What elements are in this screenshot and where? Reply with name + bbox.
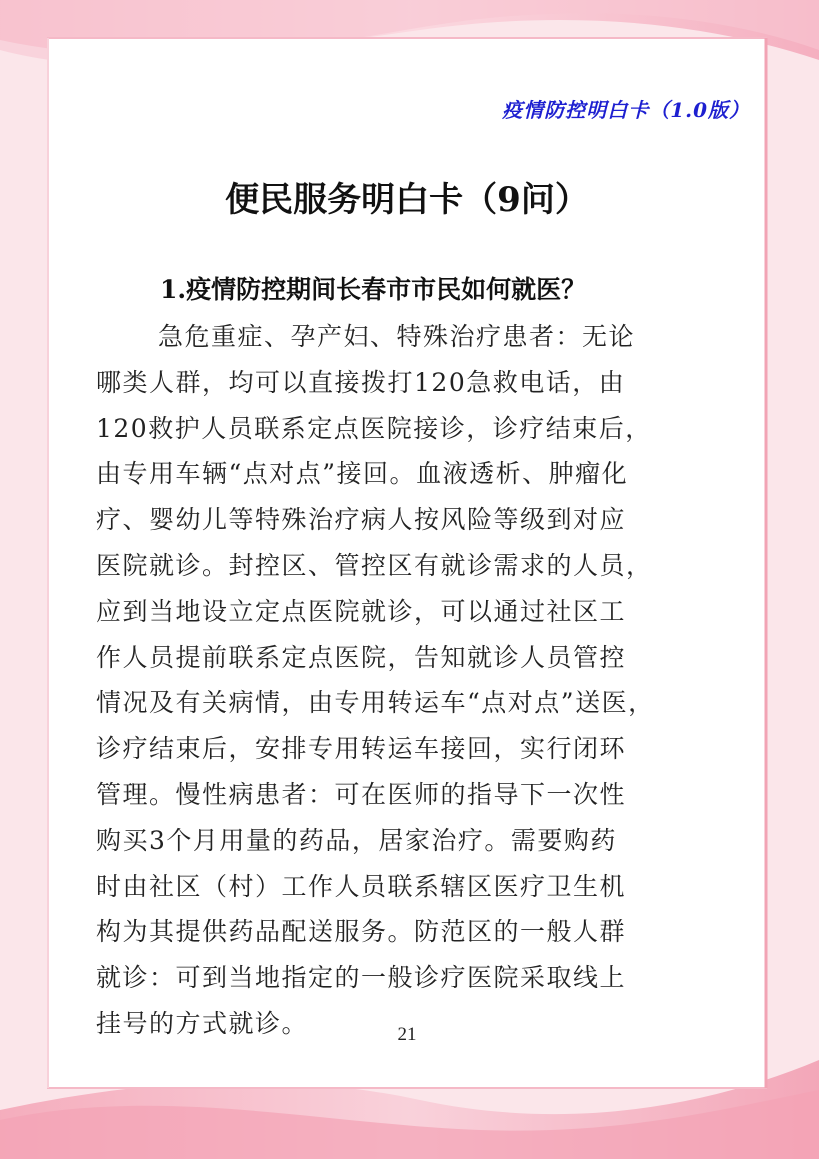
header-tag: 疫情防控明白卡（1.0版）: [502, 98, 750, 122]
body-line: 医院就诊。封控区、管控区有就诊需求的人员，: [96, 550, 653, 580]
body-line: 作人员提前联系定点医院，告知就诊人员管控: [96, 642, 627, 672]
body-line: 时由社区（村）工作人员联系辖区医疗卫生机: [96, 871, 627, 901]
page-title: 便民服务明白卡（9问）: [225, 180, 589, 220]
question-heading: 1.疫情防控期间长春市市民如何就医？: [160, 275, 587, 304]
body-paragraph: [96, 314, 724, 1047]
body-line: 由专用车辆“点对点”接回。血液透析、肿瘤化: [96, 459, 629, 489]
body-line: 就诊：可到当地指定的一般诊疗医院采取线上: [96, 963, 627, 993]
page-number: 21: [397, 1024, 417, 1045]
body-line: 疗、婴幼儿等特殊治疗病人按风险等级到对应: [96, 505, 627, 535]
body-line: 诊疗结束后，安排专用转运车接回，实行闭环: [96, 734, 627, 764]
document-page: [48, 38, 766, 1088]
body-line: 构为其提供药品配送服务。防范区的一般人群: [96, 917, 627, 947]
body-line: 挂号的方式就诊。: [96, 1008, 309, 1038]
body-line: 120救护人员联系定点医院接诊，诊疗结束后，: [96, 413, 652, 443]
body-line: 哪类人群，均可以直接拨打120急救电话，由: [96, 367, 626, 397]
body-line: 管理。慢性病患者：可在医师的指导下一次性: [96, 779, 627, 809]
body-line: 急危重症、孕产妇、特殊治疗患者：无论: [158, 322, 636, 351]
body-line: 情况及有关病情，由专用转运车“点对点”送医，: [96, 688, 655, 718]
body-line: 购买3个月用量的药品，居家治疗。需要购药: [96, 825, 617, 855]
body-line: 应到当地设立定点医院就诊，可以通过社区工: [96, 596, 627, 626]
